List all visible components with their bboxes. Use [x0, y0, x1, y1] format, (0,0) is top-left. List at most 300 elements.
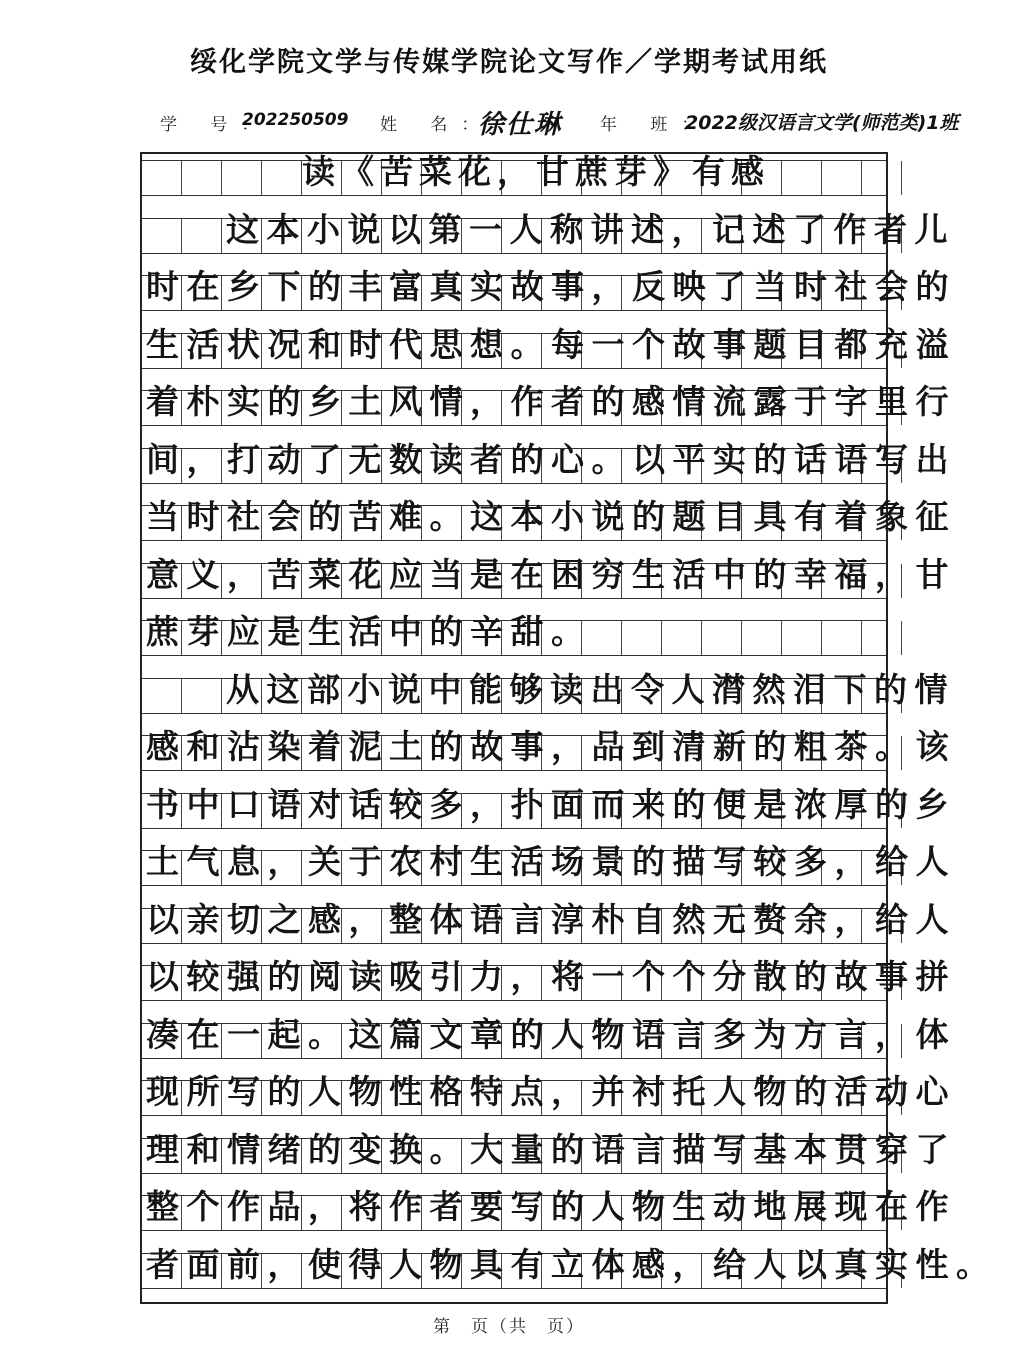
grid-cell [782, 736, 822, 770]
grid-cell [342, 679, 382, 713]
grid-cell [462, 794, 502, 828]
grid-cell [502, 1196, 542, 1230]
grid-cell [862, 334, 902, 368]
grid-cell [502, 909, 542, 943]
grid-row [142, 1080, 886, 1116]
grid-cell [422, 736, 462, 770]
grid-cell [502, 1081, 542, 1115]
grid-cell [342, 506, 382, 540]
grid-cell [222, 506, 262, 540]
grid-cell [862, 1024, 902, 1058]
grid-cell [462, 966, 502, 1000]
grid-cell [862, 564, 902, 598]
grid-cell [662, 391, 702, 425]
grid-cell [302, 161, 342, 195]
grid-cell [142, 851, 182, 885]
essay-line: 当时社会的苦难。这本小说的题目具有着象征 [146, 497, 956, 536]
grid-cell [622, 449, 662, 483]
grid-cell [182, 909, 222, 943]
grid-cell [302, 506, 342, 540]
grid-cell [502, 621, 542, 655]
grid-cell [262, 1139, 302, 1173]
grid-cell [382, 966, 422, 1000]
grid-cell [502, 219, 542, 253]
grid-cell [142, 909, 182, 943]
grid-cell [782, 1024, 822, 1058]
grid-cell [582, 966, 622, 1000]
grid-cell [462, 449, 502, 483]
grid-row [142, 275, 886, 311]
essay-line: 整个作品，将作者要写的人物生动地展现在作 [146, 1187, 956, 1226]
grid-cell [502, 506, 542, 540]
grid-cell [262, 391, 302, 425]
grid-cell [702, 564, 742, 598]
grid-row [142, 563, 886, 599]
grid-cell [542, 909, 582, 943]
grid-cell [222, 1024, 262, 1058]
grid-cell [462, 679, 502, 713]
grid-cell [502, 449, 542, 483]
grid-cell [662, 449, 702, 483]
grid-cell [622, 1139, 662, 1173]
grid-cell [622, 1081, 662, 1115]
grid-cell [342, 1139, 382, 1173]
grid-cell [742, 621, 782, 655]
grid-cell [342, 334, 382, 368]
grid-cell [782, 1139, 822, 1173]
grid-cell [462, 851, 502, 885]
essay-line: 以亲切之感，整体语言淳朴自然无赘余，给人 [146, 899, 956, 939]
name-label: 姓 名： [380, 115, 493, 135]
grid-cell [302, 794, 342, 828]
grid-cell [662, 794, 702, 828]
grid-cell [822, 276, 862, 310]
grid-cell [262, 909, 302, 943]
grid-cell [302, 334, 342, 368]
grid-cell [142, 1196, 182, 1230]
grid-cell [662, 276, 702, 310]
grid-cell [382, 851, 422, 885]
grid-cell [342, 391, 382, 425]
grid-cell [862, 909, 902, 943]
grid-cell [262, 1081, 302, 1115]
grid-cell [782, 1081, 822, 1115]
grid-cell [582, 276, 622, 310]
grid-cell [702, 391, 742, 425]
grid-cell [782, 506, 822, 540]
grid-cell [502, 1024, 542, 1058]
grid-cell [502, 679, 542, 713]
grid-cell [782, 334, 822, 368]
grid-row [142, 908, 886, 944]
grid-cell [142, 679, 182, 713]
grid-cell [302, 1024, 342, 1058]
grid-cell [782, 161, 822, 195]
grid-cell [622, 794, 662, 828]
grid-cell [302, 219, 342, 253]
grid-cell [742, 161, 782, 195]
grid-cell [862, 966, 902, 1000]
grid-cell [742, 966, 782, 1000]
grid-cell [182, 219, 222, 253]
grid-cell [222, 161, 262, 195]
grid-cell [302, 449, 342, 483]
class-label: 年 班： [600, 115, 713, 135]
grid-cell [702, 1254, 742, 1288]
grid-cell [702, 966, 742, 1000]
grid-cell [302, 564, 342, 598]
grid-cell [622, 1024, 662, 1058]
grid-cell [422, 1196, 462, 1230]
grid-cell [782, 679, 822, 713]
grid-cell [702, 1196, 742, 1230]
grid-cell [342, 851, 382, 885]
grid-cell [182, 1024, 222, 1058]
grid-cell [542, 334, 582, 368]
grid-cell [222, 564, 262, 598]
grid-cell [742, 1254, 782, 1288]
grid-cell [182, 334, 222, 368]
grid-cell [462, 1196, 502, 1230]
class-value: 2022级汉语言文学(师范类)1班 [685, 112, 959, 134]
grid-cell [622, 1196, 662, 1230]
grid-cell [502, 736, 542, 770]
grid-cell [862, 851, 902, 885]
grid-cell [822, 966, 862, 1000]
grid-cell [142, 1024, 182, 1058]
grid-cell [262, 736, 302, 770]
grid-cell [822, 794, 862, 828]
grid-cell [502, 851, 542, 885]
grid-cell [342, 276, 382, 310]
grid-cell [182, 1254, 222, 1288]
essay-title: 读《苦菜花，甘蔗芽》有感 [302, 152, 770, 191]
grid-cell [302, 1139, 342, 1173]
grid-cell [702, 679, 742, 713]
grid-cell [262, 966, 302, 1000]
grid-cell [622, 391, 662, 425]
grid-cell [222, 621, 262, 655]
grid-cell [222, 851, 262, 885]
grid-cell [662, 1139, 702, 1173]
grid-cell [662, 506, 702, 540]
essay-line: 间，打动了无数读者的心。以平实的话语写出 [146, 439, 956, 479]
grid-cell [622, 219, 662, 253]
grid-row [142, 965, 886, 1001]
grid-row [142, 1253, 886, 1289]
grid-cell [862, 219, 902, 253]
grid-cell [342, 161, 382, 195]
grid-cell [582, 219, 622, 253]
grid-cell [662, 736, 702, 770]
grid-row [142, 620, 886, 656]
grid-cell [582, 161, 622, 195]
grid-cell [262, 334, 302, 368]
grid-cell [142, 1139, 182, 1173]
grid-cell [702, 736, 742, 770]
grid-cell [622, 679, 662, 713]
grid-cell [382, 161, 422, 195]
grid-cell [702, 219, 742, 253]
grid-row [142, 1195, 886, 1231]
grid-cell [702, 506, 742, 540]
grid-cell [502, 391, 542, 425]
grid-cell [262, 1196, 302, 1230]
grid-cell [422, 851, 462, 885]
grid-cell [302, 1081, 342, 1115]
essay-line: 时在乡下的丰富真实故事，反映了当时社会的 [146, 267, 956, 306]
grid-cell [742, 794, 782, 828]
grid-cell [382, 334, 422, 368]
grid-cell [422, 621, 462, 655]
grid-cell [382, 1139, 422, 1173]
grid-cell [862, 276, 902, 310]
grid-cell [702, 621, 742, 655]
grid-cell [302, 679, 342, 713]
grid-cell [782, 276, 822, 310]
grid-cell [542, 449, 582, 483]
grid-cell [822, 334, 862, 368]
grid-cell [662, 161, 702, 195]
grid-cell [182, 679, 222, 713]
grid-cell [742, 909, 782, 943]
grid-cell [742, 506, 782, 540]
grid-cell [542, 1139, 582, 1173]
grid-cell [742, 564, 782, 598]
grid-cell [182, 506, 222, 540]
grid-cell [542, 161, 582, 195]
grid-cell [262, 621, 302, 655]
grid-row [142, 448, 886, 484]
grid-cell [662, 621, 702, 655]
grid-cell [342, 736, 382, 770]
grid-cell [502, 1254, 542, 1288]
grid-cell [142, 736, 182, 770]
grid-cell [862, 621, 902, 655]
grid-cell [222, 1139, 262, 1173]
grid-cell [542, 506, 582, 540]
grid-cell [822, 736, 862, 770]
grid-cell [542, 276, 582, 310]
grid-cell [422, 161, 462, 195]
grid-cell [462, 1254, 502, 1288]
grid-cell [502, 794, 542, 828]
grid-cell [382, 506, 422, 540]
grid-cell [582, 851, 622, 885]
grid-cell [222, 909, 262, 943]
grid-cell [462, 621, 502, 655]
grid-cell [342, 449, 382, 483]
essay-line: 者面前，使得人物具有立体感，给人以真实性。 [146, 1244, 997, 1284]
grid-row [142, 793, 886, 829]
grid-cell [742, 1139, 782, 1173]
grid-cell [182, 449, 222, 483]
grid-cell [742, 449, 782, 483]
grid-row [142, 160, 886, 196]
grid-cell [422, 1024, 462, 1058]
grid-cell [182, 564, 222, 598]
grid-cell [822, 219, 862, 253]
grid-cell [862, 1139, 902, 1173]
grid-cell [142, 449, 182, 483]
grid-cell [182, 1196, 222, 1230]
grid-cell [142, 161, 182, 195]
grid-cell [822, 1024, 862, 1058]
grid-cell [582, 449, 622, 483]
grid-cell [382, 1254, 422, 1288]
grid-cell [182, 736, 222, 770]
grid-row [142, 678, 886, 714]
essay-line: 书中口语对话较多，扑面而来的便是浓厚的乡 [146, 784, 956, 824]
grid-cell [382, 219, 422, 253]
grid-cell [262, 219, 302, 253]
grid-cell [622, 334, 662, 368]
grid-cell [782, 1254, 822, 1288]
grid-cell [862, 1254, 902, 1288]
grid-cell [542, 794, 582, 828]
grid-cell [702, 449, 742, 483]
grid-cell [342, 1254, 382, 1288]
grid-cell [302, 736, 342, 770]
grid-cell [382, 736, 422, 770]
essay-line: 着朴实的乡土风情，作者的感情流露于字里行 [146, 382, 956, 421]
grid-cell [622, 1254, 662, 1288]
grid-cell [502, 334, 542, 368]
grid-cell [302, 391, 342, 425]
grid-cell [702, 794, 742, 828]
grid-cell [422, 506, 462, 540]
grid-cell [622, 736, 662, 770]
grid-cell [422, 564, 462, 598]
grid-cell [142, 564, 182, 598]
grid-cell [222, 1254, 262, 1288]
grid-cell [462, 1024, 502, 1058]
grid-cell [382, 1024, 422, 1058]
grid-cell [222, 794, 262, 828]
grid-cell [742, 219, 782, 253]
grid-cell [342, 794, 382, 828]
grid-cell [622, 909, 662, 943]
grid-cell [542, 564, 582, 598]
grid-cell [222, 736, 262, 770]
grid-cell [382, 276, 422, 310]
grid-cell [702, 909, 742, 943]
grid-cell [142, 219, 182, 253]
grid-cell [782, 1196, 822, 1230]
grid-cell [462, 161, 502, 195]
grid-cell [822, 909, 862, 943]
name-value: 徐仕琳 [478, 110, 563, 140]
grid-cell [782, 851, 822, 885]
essay-line: 意义，苦菜花应当是在困穷生活中的幸福，甘 [146, 554, 956, 594]
grid-cell [142, 334, 182, 368]
student-info [150, 110, 1000, 144]
grid-cell [502, 1139, 542, 1173]
grid-cell [862, 1196, 902, 1230]
grid-cell [822, 1081, 862, 1115]
grid-cell [422, 679, 462, 713]
grid-cell [542, 966, 582, 1000]
grid-cell [502, 966, 542, 1000]
grid-cell [862, 161, 902, 195]
grid-cell [222, 334, 262, 368]
grid-cell [782, 621, 822, 655]
grid-cell [262, 1024, 302, 1058]
grid-cell [662, 966, 702, 1000]
grid-cell [862, 736, 902, 770]
grid-cell [582, 1081, 622, 1115]
grid-cell [142, 794, 182, 828]
essay-line: 以较强的阅读吸引力，将一个个分散的故事拼 [146, 957, 956, 996]
grid-row [142, 735, 886, 771]
grid-cell [382, 621, 422, 655]
grid-cell [222, 966, 262, 1000]
grid-cell [462, 276, 502, 310]
grid-cell [422, 1081, 462, 1115]
grid-cell [342, 219, 382, 253]
grid-cell [782, 966, 822, 1000]
grid-cell [462, 334, 502, 368]
grid-cell [862, 679, 902, 713]
grid-cell [542, 1024, 582, 1058]
grid-cell [542, 391, 582, 425]
grid-cell [822, 1254, 862, 1288]
grid-cell [742, 334, 782, 368]
grid-row [142, 850, 886, 886]
student-id-label: 学 号： [160, 115, 273, 135]
grid-cell [382, 794, 422, 828]
grid-cell [862, 449, 902, 483]
grid-cell [302, 909, 342, 943]
grid-cell [182, 794, 222, 828]
grid-cell [302, 851, 342, 885]
grid-cell [142, 391, 182, 425]
grid-cell [582, 334, 622, 368]
grid-row [142, 218, 886, 254]
grid-cell [582, 506, 622, 540]
grid-cell [462, 1139, 502, 1173]
grid-cell [142, 506, 182, 540]
grid-cell [622, 966, 662, 1000]
grid-cell [502, 161, 542, 195]
grid-cell [462, 1081, 502, 1115]
grid-cell [822, 1196, 862, 1230]
grid-cell [662, 334, 702, 368]
grid-cell [742, 1196, 782, 1230]
essay-line: 生活状况和时代思想。每一个故事题目都充溢 [146, 324, 956, 364]
grid-cell [582, 1196, 622, 1230]
grid-cell [422, 334, 462, 368]
grid-cell [422, 276, 462, 310]
grid-cell [702, 276, 742, 310]
grid-cell [702, 334, 742, 368]
grid-cell [302, 276, 342, 310]
grid-cell [742, 679, 782, 713]
grid-cell [702, 1024, 742, 1058]
grid-cell [262, 1254, 302, 1288]
grid-cell [662, 1081, 702, 1115]
grid-cell [622, 506, 662, 540]
essay-line: 感和沾染着泥土的故事，品到清新的粗茶。该 [146, 727, 956, 766]
student-id-value: 202250509 [242, 110, 349, 130]
grid-cell [422, 1254, 462, 1288]
grid-cell [862, 1081, 902, 1115]
grid-cell [142, 1254, 182, 1288]
grid-cell [302, 1254, 342, 1288]
grid-cell [462, 391, 502, 425]
grid-cell [662, 219, 702, 253]
grid-cell [582, 564, 622, 598]
